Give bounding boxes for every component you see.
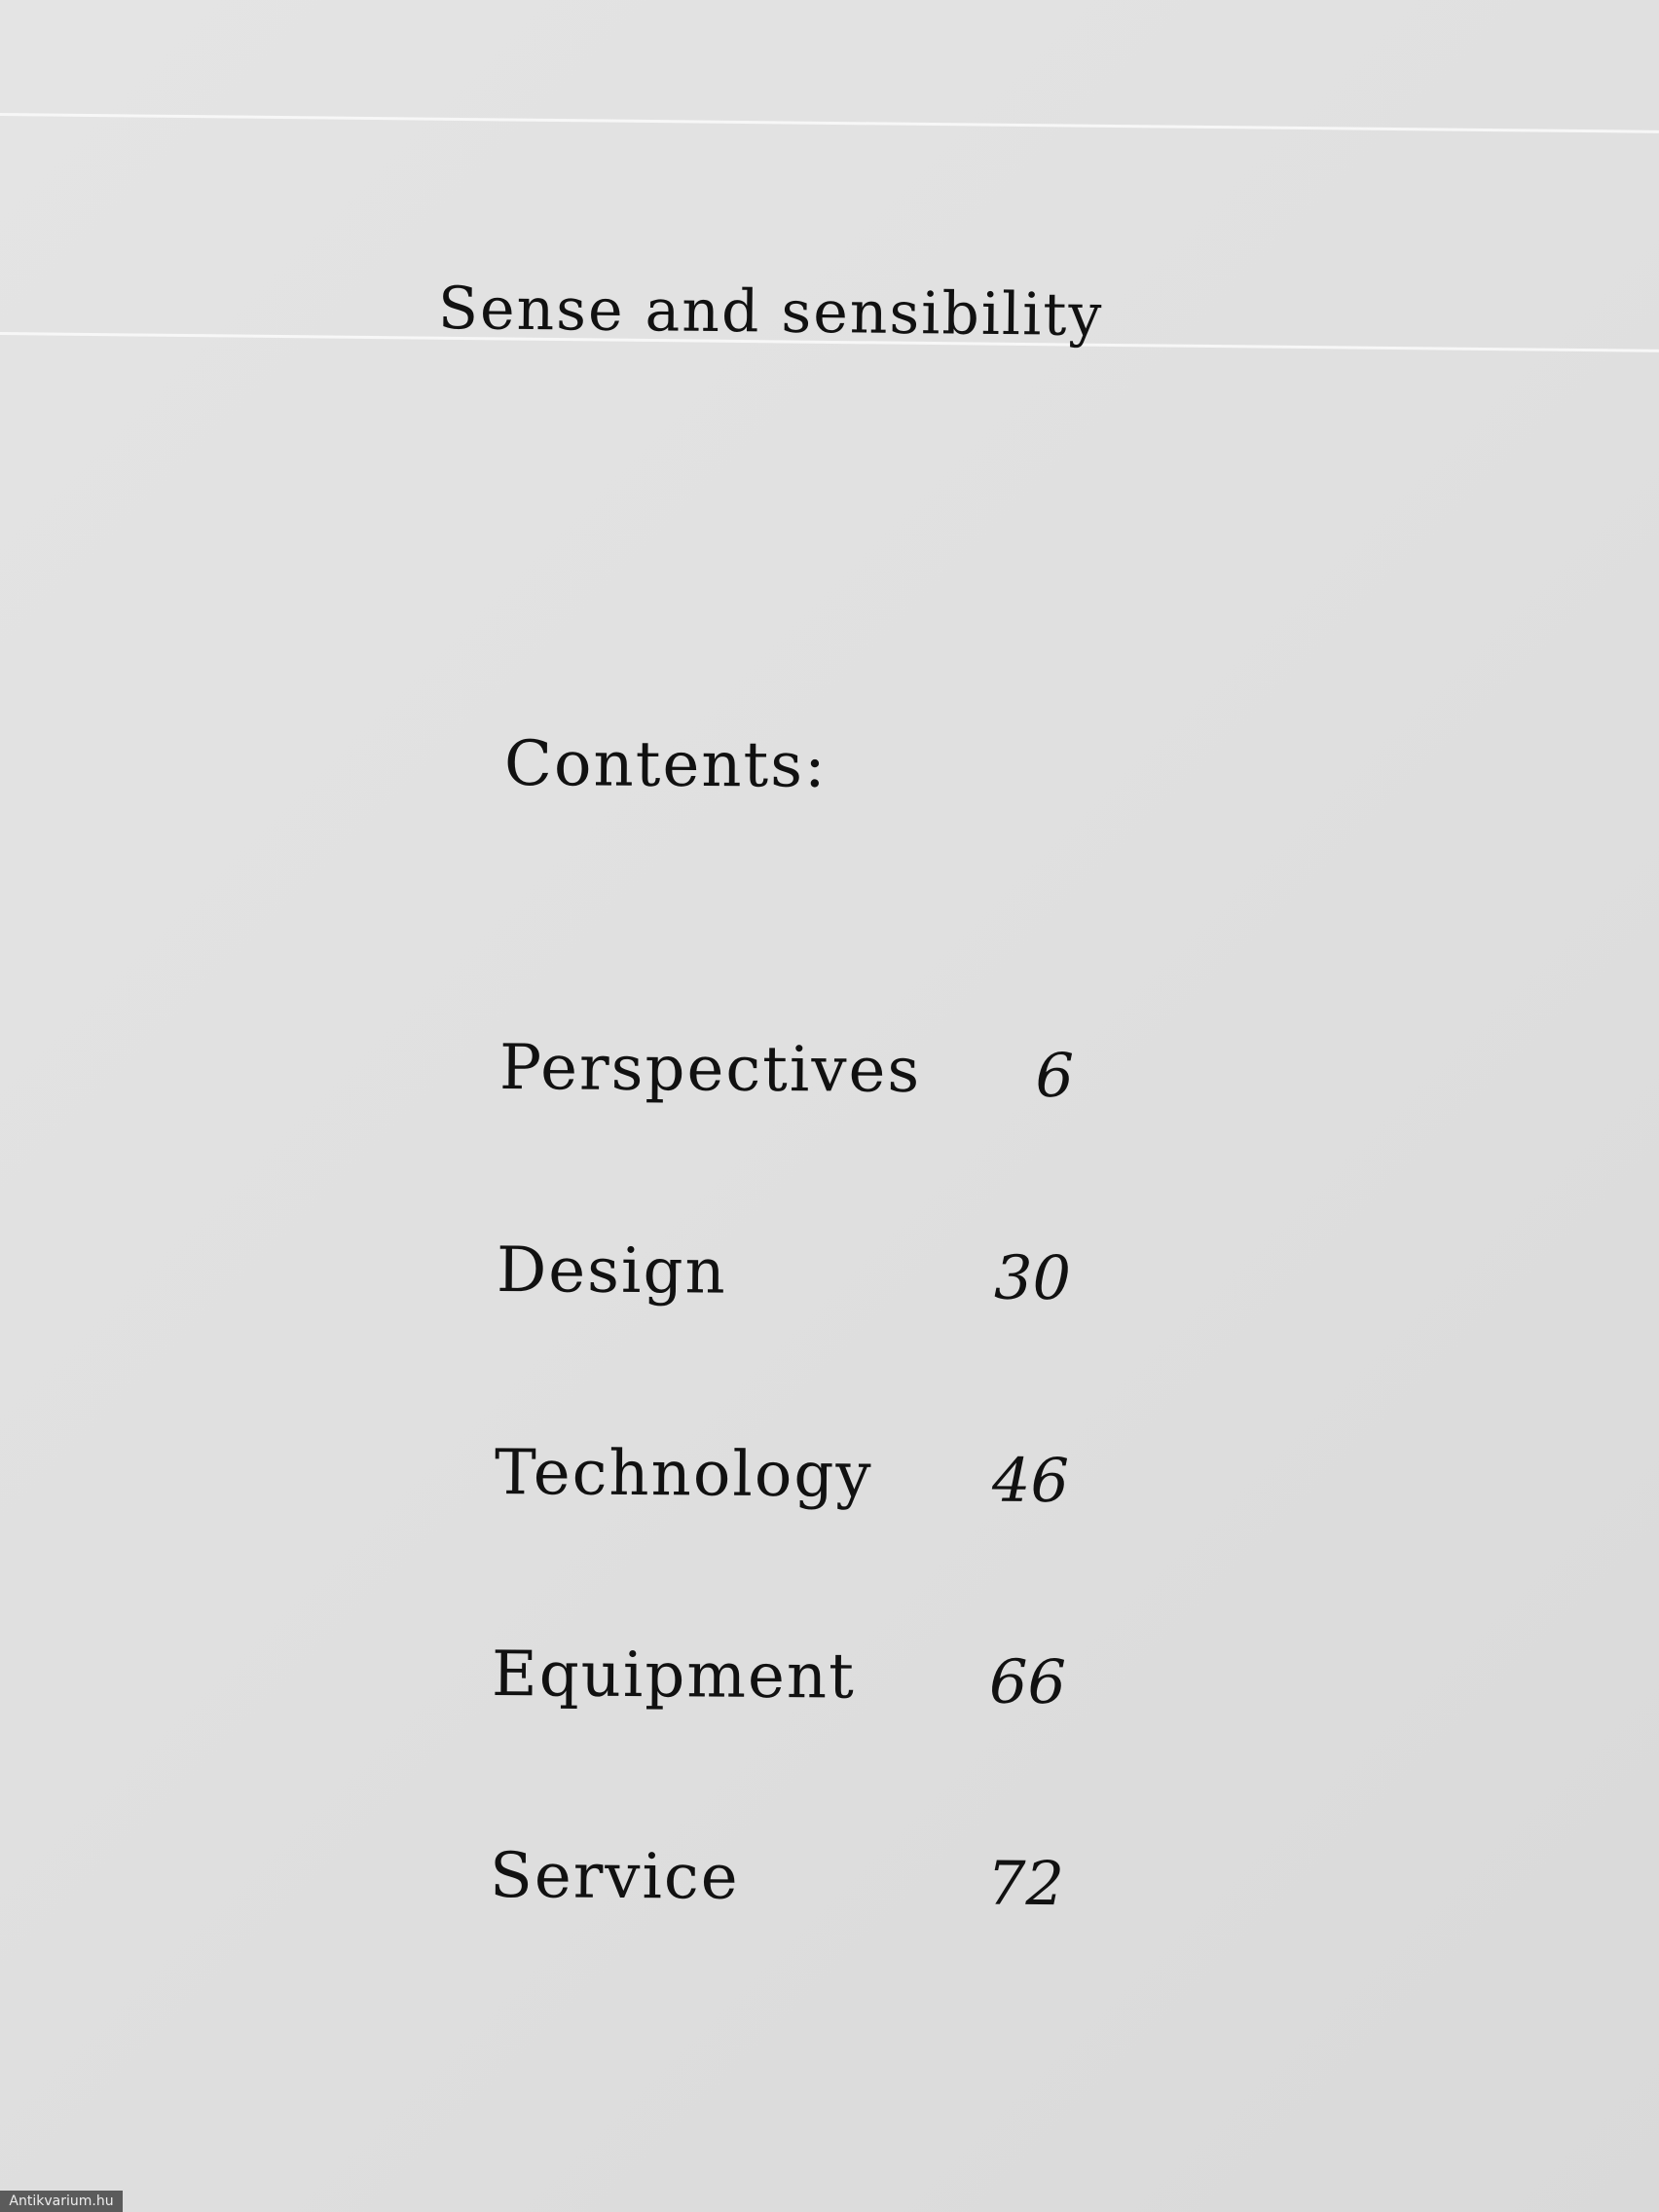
page-rule-top <box>0 113 1659 133</box>
toc-entry-page-number: 66 <box>988 1645 1067 1718</box>
toc-entry-label: Technology <box>494 1437 873 1512</box>
toc-entry-page-number: 72 <box>986 1847 1065 1920</box>
toc-entry-page-number: 30 <box>993 1241 1072 1314</box>
toc-entry-label: Design <box>496 1235 727 1309</box>
toc-entry-page-number: 46 <box>991 1444 1070 1517</box>
contents-heading: Contents: <box>503 728 828 802</box>
toc-entry-design <box>497 1235 1072 1316</box>
book-title: Sense and sensibility <box>437 275 1104 350</box>
toc-entry-equipment <box>492 1639 1067 1720</box>
toc-entry-label: Equipment <box>491 1639 857 1714</box>
toc-entry-technology <box>495 1437 1070 1519</box>
toc-entry-label: Perspectives <box>498 1032 922 1108</box>
toc-entry-page-number: 6 <box>1035 1039 1075 1112</box>
toc-entry-service <box>490 1840 1065 1922</box>
watermark-badge: Antikvarium.hu <box>0 2191 123 2212</box>
toc-entry-perspectives <box>499 1032 1075 1114</box>
toc-entry-label: Service <box>489 1840 740 1914</box>
